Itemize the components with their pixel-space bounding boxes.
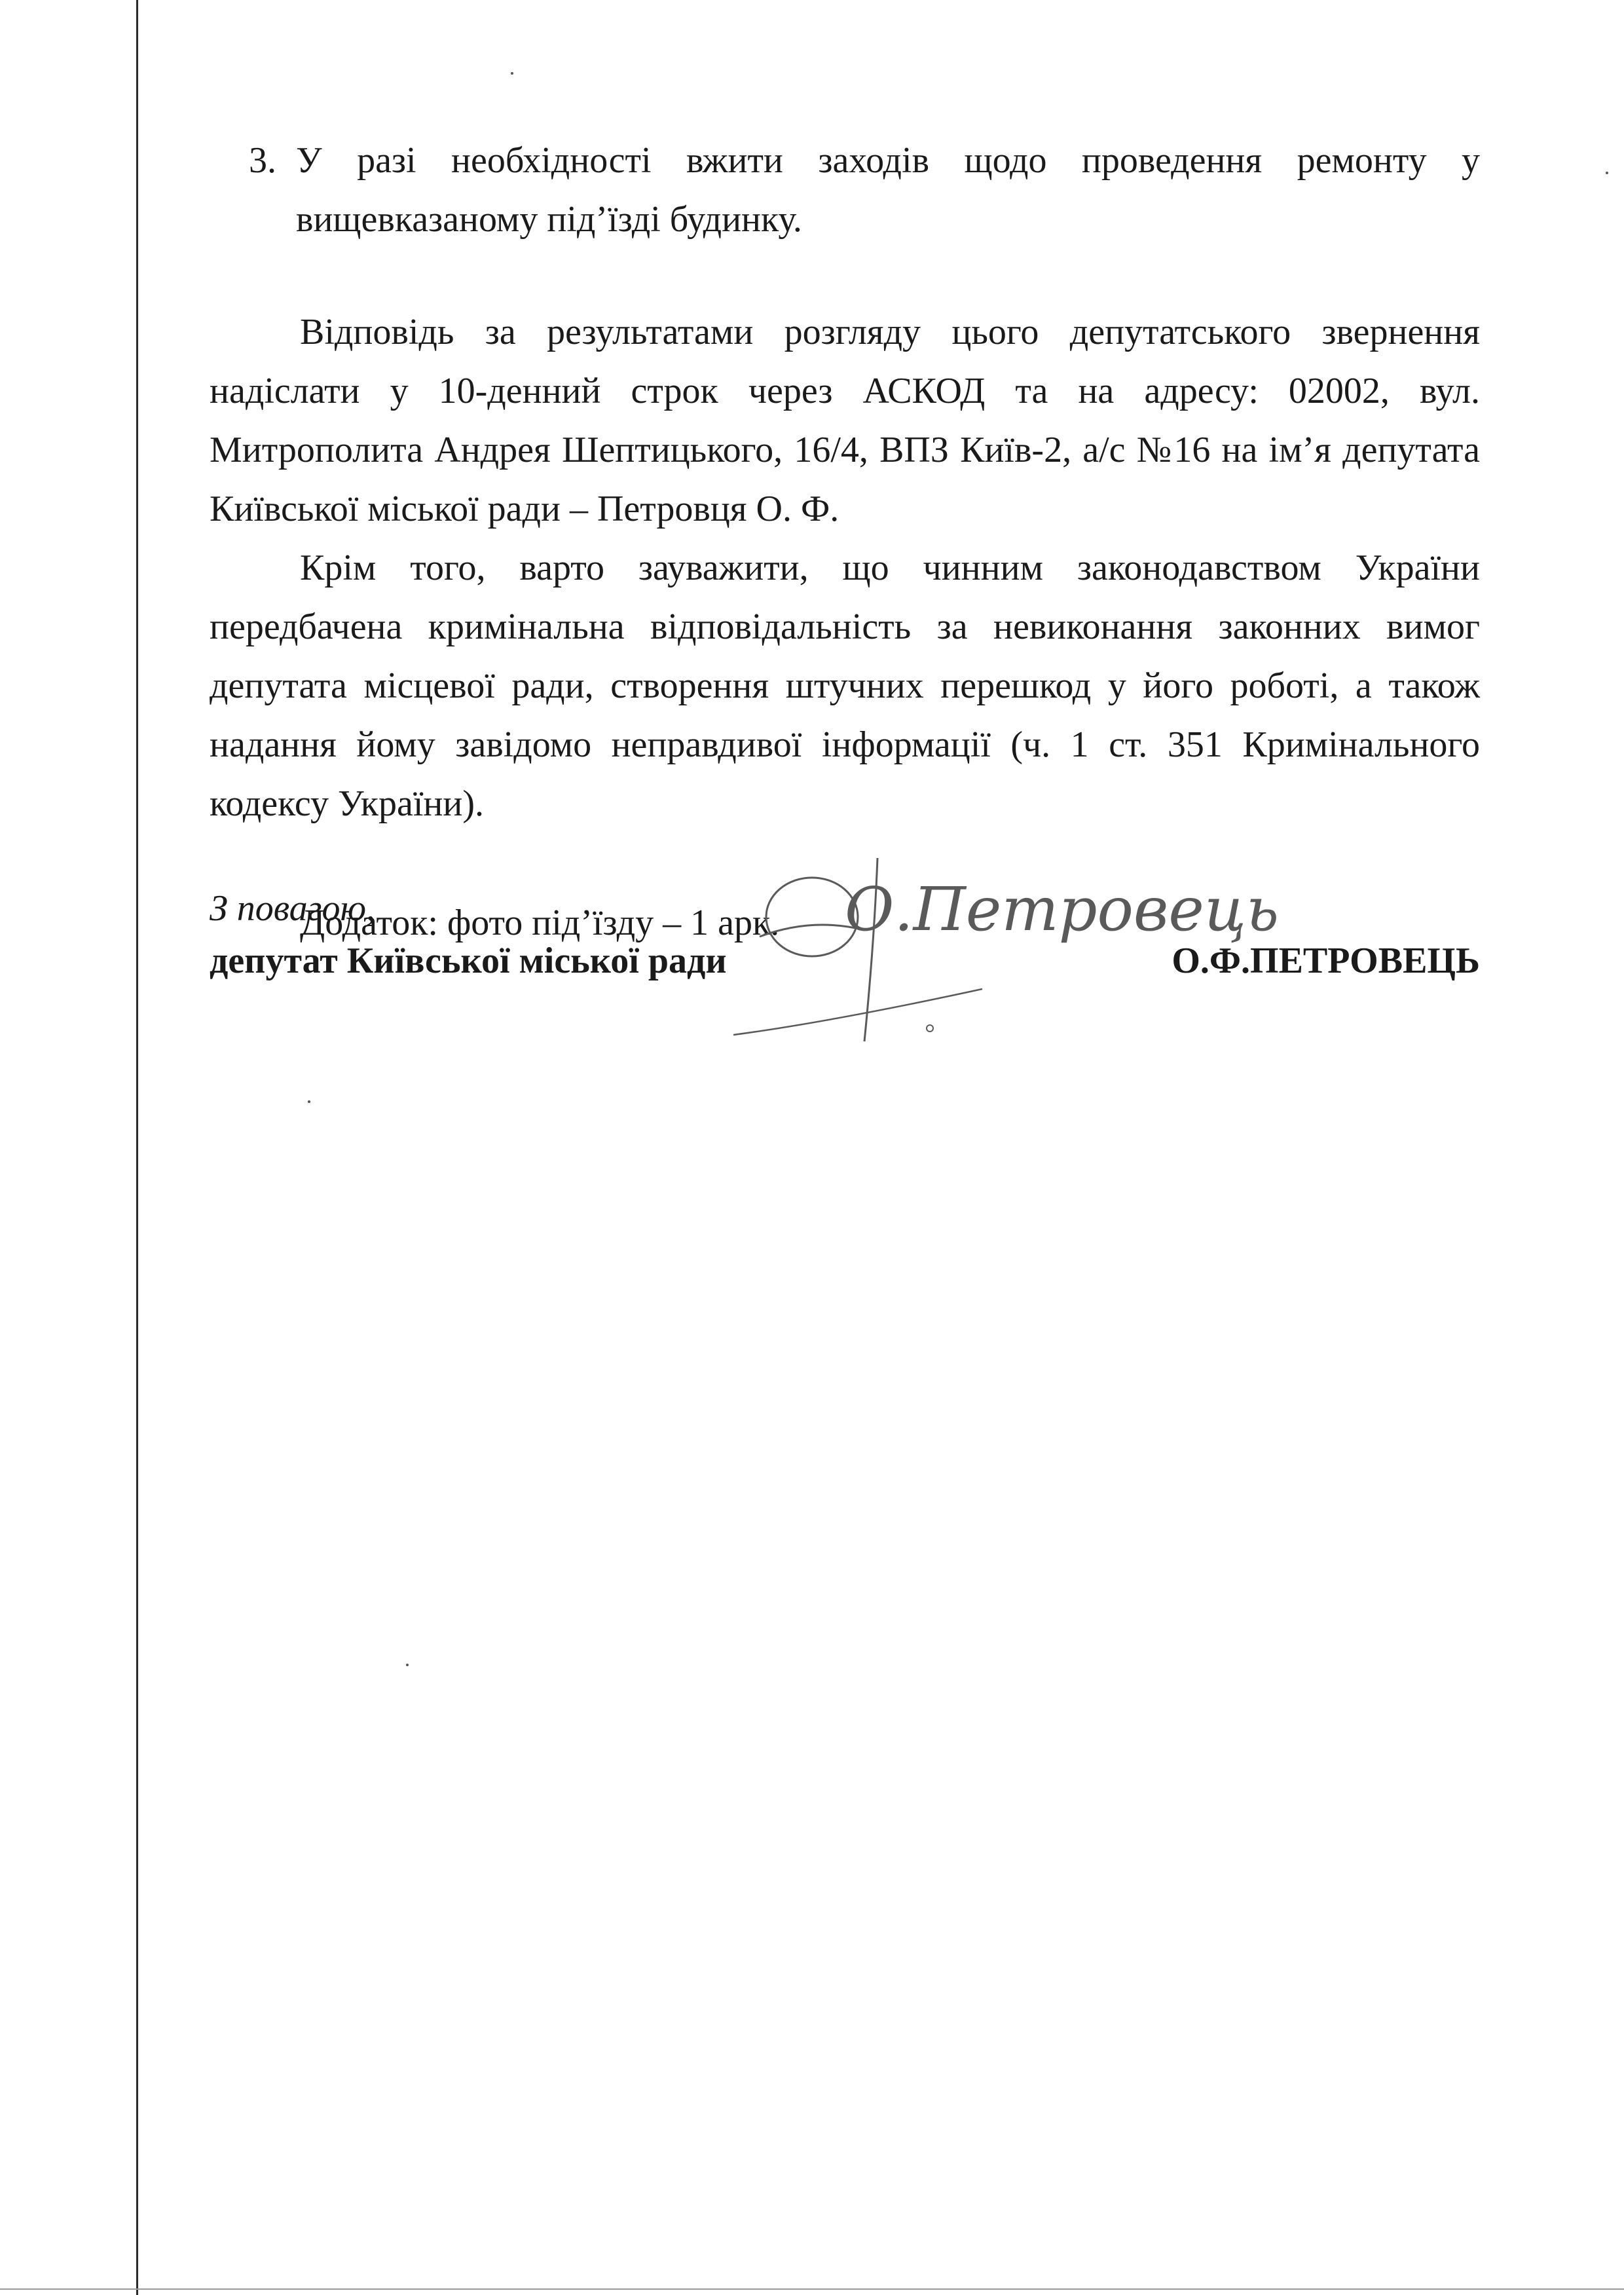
page-bottom-edge [0, 2288, 1624, 2290]
signer-position: депутат Київської міської ради [210, 941, 727, 981]
scan-speck [1606, 172, 1608, 174]
signer-name: О.Ф.ПЕТРОВЕЦЬ [1172, 941, 1480, 981]
scan-speck [511, 72, 513, 75]
signature-block [210, 874, 1480, 1084]
numbered-item [210, 131, 1480, 249]
item-number: 3. [249, 140, 276, 181]
response-paragraph: Відповідь за результатами розгляду цього депутатського звернення надіслати у 10-денний строк через АСКОД та на адресу: 02002, вул. Митрополита Андрея Шептицького, 16/4, ВПЗ Київ-2, а/с №16 на ім’я депутата Київської міської ради – Петровця О. Ф. [210, 312, 1480, 529]
handwritten-signature [733, 838, 1280, 1054]
signature-script: О.Петровець [845, 874, 1280, 944]
liability-paragraph: Крім того, варто зауважити, що чинним законодавством України передбачена кримінальна відповідальність за невиконання законних вимог депутата місцевої ради, створення штучних перешкод у його роботі, а також надання йому завідомо неправдивої інформації (ч. 1 ст. 351 Кримінального кодексу України). [210, 548, 1480, 824]
closing-regards: З повагою, [210, 888, 375, 929]
scan-speck [406, 1664, 409, 1666]
binding-margin-line [136, 0, 138, 2295]
letter-body [210, 131, 1480, 952]
appendix-line: Додаток: фото під’їзду – 1 арк. [300, 903, 780, 943]
item-text: У разі необхідності вжити заходів щодо проведення ремонту у вищевказаному під’їзді будинку. [296, 140, 1480, 240]
scan-speck [308, 1100, 310, 1103]
